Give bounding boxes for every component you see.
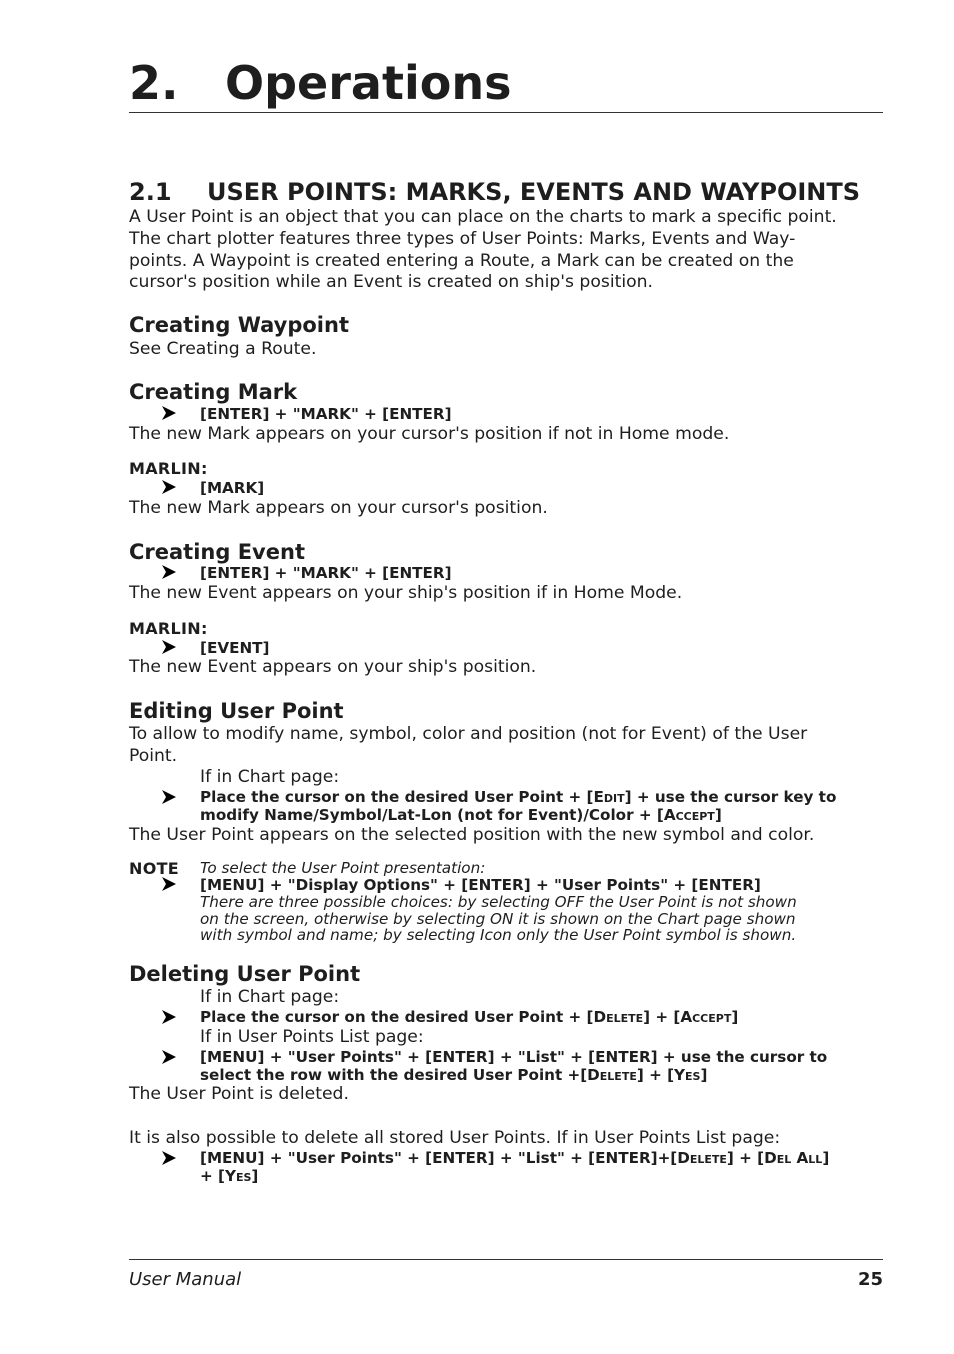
creating-event-text: The new Event appears on your ship's position if in Home Mode.	[129, 583, 683, 603]
key-delete: Delete	[587, 1066, 637, 1085]
intro-line: cursor's position while an Event is created on ship's position.	[129, 272, 653, 293]
deleting-result: The User Point is deleted.	[129, 1084, 349, 1104]
footer-divider	[129, 1259, 883, 1260]
note-command: [MENU] + "Display Options" + [ENTER] + "User Points" + [ENTER]	[200, 876, 761, 894]
editing-line: To allow to modify name, symbol, color and position (not for Event) of the User	[129, 724, 808, 744]
chapter-number: 2.	[129, 56, 179, 110]
creating-mark-heading: Creating Mark	[129, 380, 298, 404]
chevron-right-icon	[161, 564, 177, 580]
key-edit: Edit	[593, 788, 625, 806]
section-number: 2.1	[129, 178, 172, 206]
editing-command	[200, 788, 883, 825]
marlin-label: MARLIN:	[129, 619, 208, 638]
chevron-right-icon	[161, 1009, 177, 1025]
chevron-right-icon	[161, 1150, 177, 1166]
note-label: NOTE	[129, 859, 180, 878]
marlin-mark-command: [MARK]	[200, 479, 265, 497]
intro-line: A User Point is an object that you can place on the charts to mark a specific point.	[129, 207, 837, 227]
key-yes: Yes	[674, 1066, 701, 1085]
chevron-right-icon	[161, 639, 177, 655]
note-line: There are three possible choices: by selecting OFF the User Point is not shown	[200, 893, 797, 911]
editing-line: Point.	[129, 745, 178, 766]
chevron-right-icon	[161, 479, 177, 495]
deleting-heading: Deleting User Point	[129, 962, 361, 986]
creating-waypoint-heading: Creating Waypoint	[129, 313, 349, 337]
editing-result: The User Point appears on the selected position with the new symbol and color.	[129, 825, 815, 845]
deleting-command-line: [MENU] + "User Points" + [ENTER] + "List" + [ENTER] + use the cursor to	[200, 1048, 828, 1066]
marlin-label: MARLIN:	[129, 459, 208, 478]
intro-paragraph	[129, 207, 883, 294]
chevron-right-icon	[161, 1049, 177, 1065]
chapter-title: Operations	[225, 56, 512, 110]
page-number: 25	[857, 1269, 883, 1290]
marlin-mark-text: The new Mark appears on your cursor's position.	[129, 498, 548, 518]
chevron-right-icon	[161, 789, 177, 805]
editing-command-line: Place the cursor on the desired User Point + [Edit] + use the cursor key to	[200, 788, 837, 806]
footer-title: User Manual	[129, 1269, 242, 1290]
key-del-all: Del All	[764, 1149, 823, 1167]
chevron-right-icon	[161, 876, 177, 892]
deleting-command-chart: Place the cursor on the desired User Point + [Delete] + [Accept]	[200, 1008, 739, 1026]
editing-paragraph	[129, 724, 883, 768]
editing-command-line: modify Name/Symbol/Lat-Lon (not for Event)/Color + [Accept]	[200, 806, 722, 825]
editing-heading: Editing User Point	[129, 699, 344, 723]
note-line: with symbol and name; by selecting Icon only the User Point symbol is shown.	[200, 926, 797, 945]
chevron-right-icon	[161, 405, 177, 421]
note-line: on the screen, otherwise by selecting ON it is shown on the Chart page shown	[200, 909, 796, 928]
key-accept: Accept	[663, 806, 715, 825]
creating-event-heading: Creating Event	[129, 540, 305, 564]
key-delete: Delete	[593, 1008, 644, 1026]
note-text	[200, 894, 797, 944]
creating-event-command: [ENTER] + "MARK" + [ENTER]	[200, 564, 452, 582]
key-accept: Accept	[680, 1008, 732, 1026]
deleting-command-line: select the row with the desired User Point +[Delete] + [Yes]	[200, 1066, 708, 1085]
chapter-heading	[129, 54, 883, 113]
delete-all-text: It is also possible to delete all stored User Points. If in User Points List page:	[129, 1128, 781, 1148]
delete-all-command	[200, 1149, 883, 1186]
key-delete: Delete	[677, 1149, 727, 1167]
key-yes: Yes	[224, 1167, 252, 1186]
section-title: USER POINTS: MARKS, EVENTS AND WAYPOINTS	[207, 178, 861, 206]
deleting-condition-chart: If in Chart page:	[200, 987, 340, 1007]
creating-waypoint-text: See Creating a Route.	[129, 339, 317, 359]
deleting-condition-list: If in User Points List page:	[200, 1027, 424, 1047]
editing-condition: If in Chart page:	[200, 767, 340, 787]
intro-line: points. A Waypoint is created entering a Route, a Mark can be created on the	[129, 250, 794, 271]
delete-all-command-line: + [Yes]	[200, 1167, 259, 1186]
marlin-event-text: The new Event appears on your ship's position.	[129, 657, 537, 677]
marlin-event-command: [EVENT]	[200, 639, 270, 657]
section-heading	[129, 176, 860, 208]
intro-line: The chart plotter features three types of User Points: Marks, Events and Way-	[129, 228, 796, 249]
creating-mark-command: [ENTER] + "MARK" + [ENTER]	[200, 405, 452, 423]
delete-all-command-line: [MENU] + "User Points" + [ENTER] + "List" + [ENTER]+[Delete] + [Del All]	[200, 1149, 830, 1167]
deleting-command-list	[200, 1048, 883, 1085]
creating-mark-text: The new Mark appears on your cursor's position if not in Home mode.	[129, 424, 730, 444]
note-intro: To select the User Point presentation:	[200, 859, 486, 877]
